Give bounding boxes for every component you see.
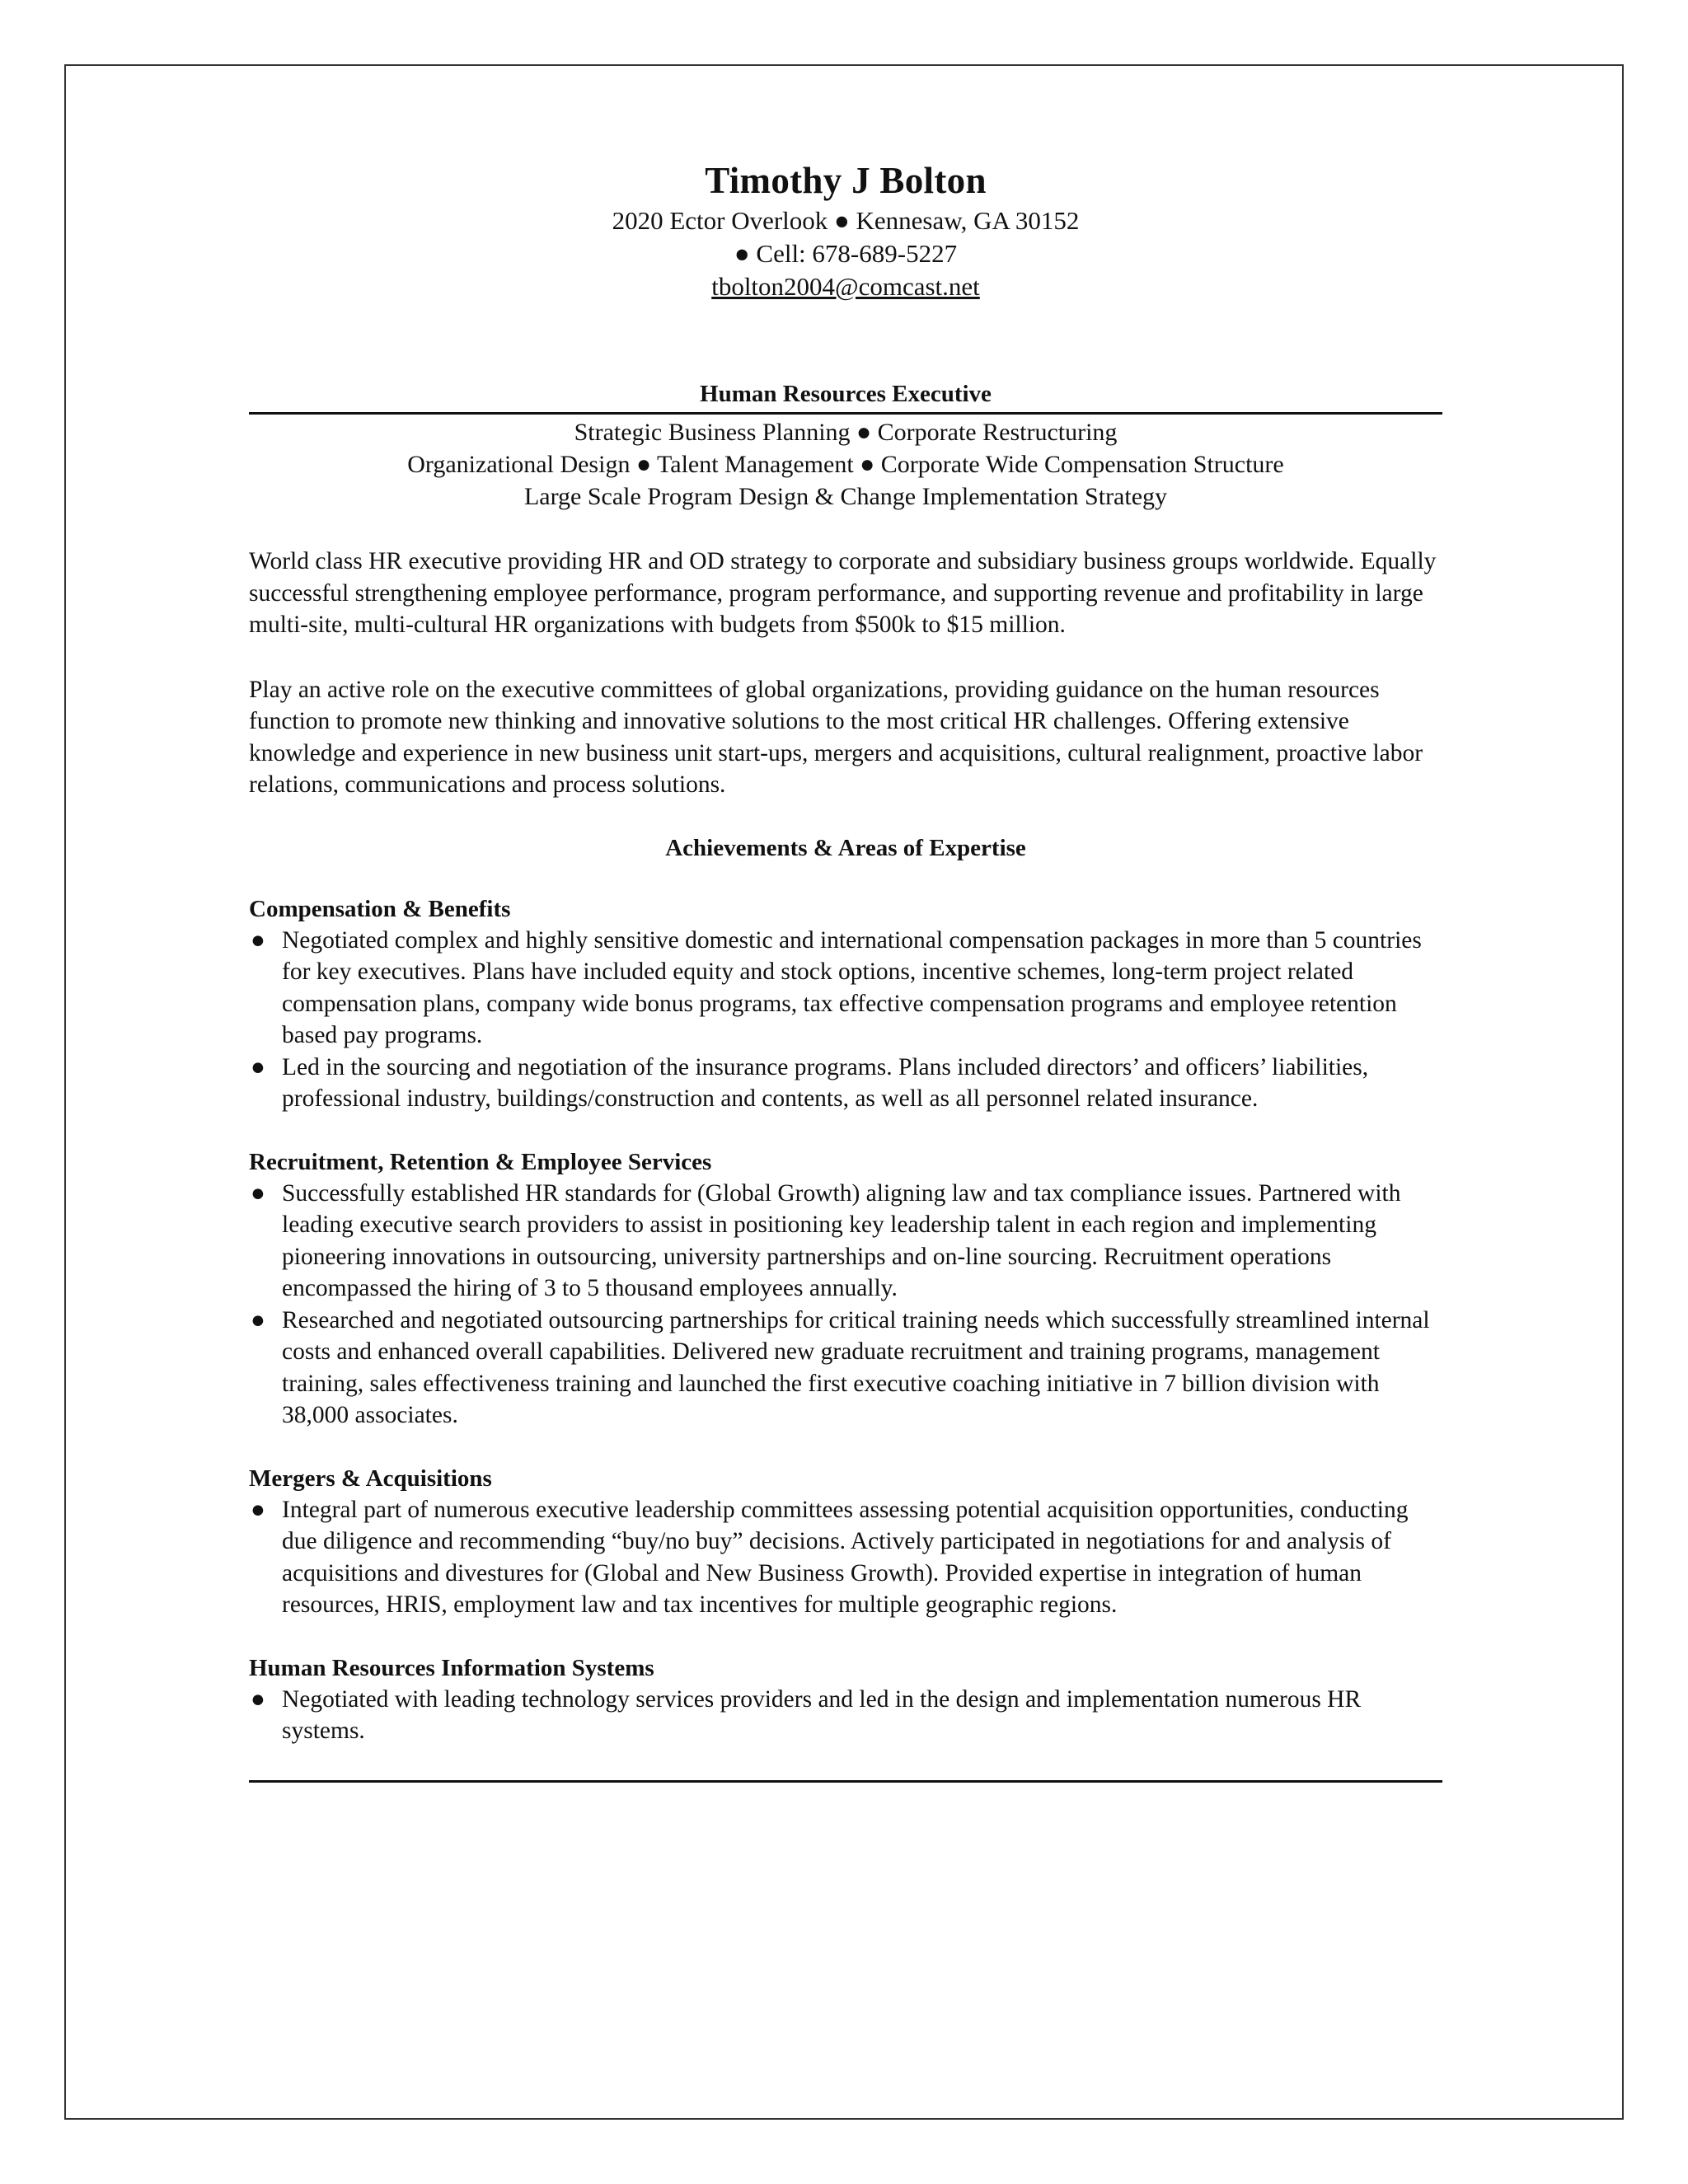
category-title: Compensation & Benefits xyxy=(249,895,511,922)
bullet-item xyxy=(249,1305,1442,1432)
cell-phone-line: ● Cell: 678-689-5227 xyxy=(734,239,958,268)
address-line: 2020 Ector Overlook ● Kennesaw, GA 30152 xyxy=(612,206,1080,235)
category-compensation-benefits xyxy=(249,893,1442,1115)
bullet-text: Negotiated with leading technology services providers and led in the design and implementation numerous HR systems. xyxy=(282,1685,1362,1744)
bullet-item xyxy=(249,1178,1442,1305)
bullet-item xyxy=(249,1052,1442,1115)
bullet-icon: ● xyxy=(251,1179,265,1207)
bullet-item xyxy=(249,925,1442,1052)
category-title: Mergers & Acquisitions xyxy=(249,1465,492,1492)
bullet-icon: ● xyxy=(251,1685,265,1713)
bullet-text: Integral part of numerous executive leadership committees assessing potential acquisition opportunities, conducting due diligence and recommending “buy/no buy” decisions. Actively participated in negotiations for and analysis of acquisitions and divestures for (Global and New Business Growth). Provided expertise in integration of human resources, HRIS, employment law and tax incentives for multiple geographic regions. xyxy=(282,1496,1409,1618)
category-title: Human Resources Information Systems xyxy=(249,1654,654,1681)
focus-area-line: Large Scale Program Design & Change Implementation Strategy xyxy=(523,483,1168,510)
candidate-name: Timothy J Bolton xyxy=(705,160,987,201)
bottom-divider xyxy=(249,1780,1442,1783)
bullet-item xyxy=(249,1494,1442,1621)
bullet-text: Researched and negotiated outsourcing partnerships for critical training needs which successfully streamlined internal costs and enhanced overall capabilities. Delivered new graduate recruitment and training programs, management training, sales effectiveness training and launched the first executive coaching initiative in 7 billion division with 38,000 associates. xyxy=(282,1306,1430,1428)
bullet-icon: ● xyxy=(251,1496,265,1523)
bullet-text: Negotiated complex and highly sensitive domestic and international compensation packages in more than 5 countries for key executives. Plans have included equity and stock options, incentive schemes, long-term project related compensation plans, company wide bonus programs, tax effective compensation programs and employee retention based pay programs. xyxy=(282,926,1422,1048)
resume-header xyxy=(249,157,1442,303)
bullet-item xyxy=(249,1684,1442,1747)
category-mergers-acquisitions xyxy=(249,1463,1442,1621)
focus-area-line: Organizational Design ● Talent Management ● Corporate Wide Compensation Structure xyxy=(407,451,1284,478)
bullet-text: Successfully established HR standards for (Global Growth) aligning law and tax compliance issues. Partnered with leading executive search providers to assist in positioning key leadership talent in each region and implementing pioneering innovations in outsourcing, university partnerships and on-line sourcing. Recruitment operations encompassed the hiring of 3 to 5 thousand employees annually. xyxy=(282,1179,1401,1301)
achievements-heading: Achievements & Areas of Expertise xyxy=(665,834,1026,861)
category-title: Recruitment, Retention & Employee Services xyxy=(249,1148,712,1175)
bullet-icon: ● xyxy=(251,1306,265,1333)
summary-paragraph: World class HR executive providing HR and OD strategy to corporate and subsidiary business groups worldwide. Equally successful strengthening employee performance, program performance, and supporting revenue and profitability in large multi-site, multi-cultural HR organizations with budgets from $500k to $15 million. xyxy=(249,548,1437,638)
category-hris xyxy=(249,1652,1442,1747)
email-link[interactable]: tbolton2004@comcast.net xyxy=(711,272,980,301)
summary-paragraph: Play an active role on the executive committees of global organizations, providing guidance on the human resources function to promote new thinking and innovative solutions to the most critical HR challenges. Offering extensive knowledge and experience in new business unit start-ups, mergers and acquisitions, cultural realignment, proactive labor relations, communications and process solutions. xyxy=(249,676,1423,798)
bullet-icon: ● xyxy=(251,1053,265,1080)
focus-area-line: Strategic Business Planning ● Corporate Restructuring xyxy=(574,419,1118,446)
professional-headline: Human Resources Executive xyxy=(249,379,1442,415)
bullet-text: Led in the sourcing and negotiation of the insurance programs. Plans included directors’ and officers’ liabilities, professional industry, buildings/construction and contents, as well as all personnel related insurance. xyxy=(282,1053,1369,1112)
bullet-icon: ● xyxy=(251,926,265,954)
resume-document xyxy=(249,157,1442,1783)
focus-areas xyxy=(249,416,1442,513)
category-recruitment-retention xyxy=(249,1146,1442,1432)
